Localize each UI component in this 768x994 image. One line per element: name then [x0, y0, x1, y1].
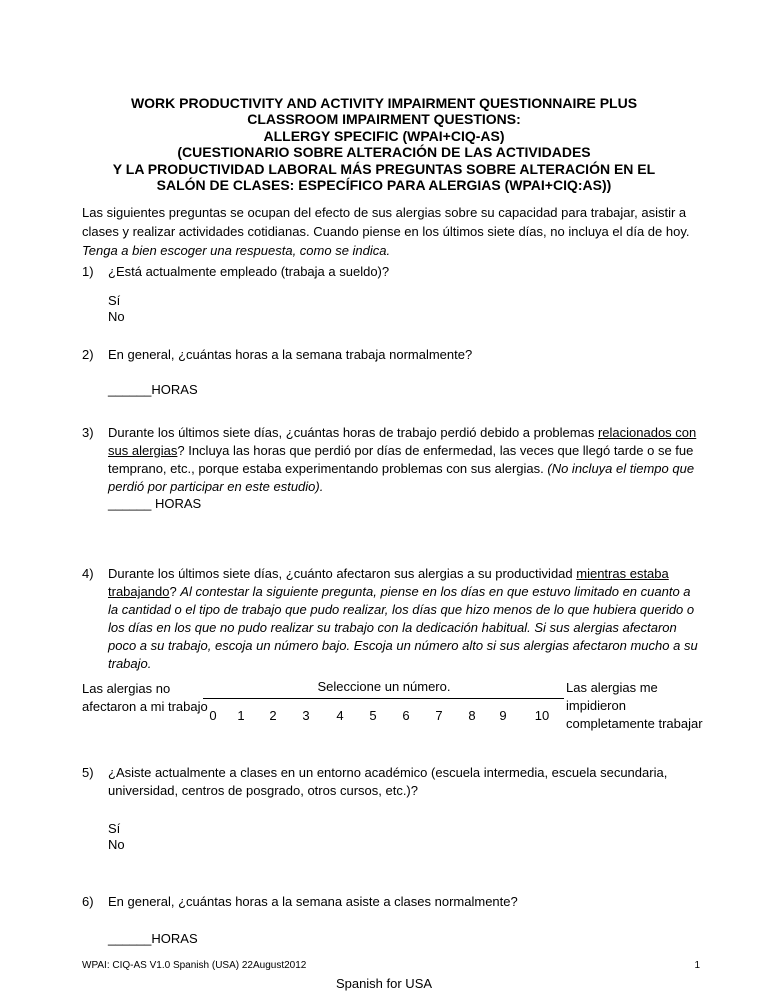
scale-option-2[interactable]: 2: [269, 708, 277, 723]
title-line: (CUESTIONARIO SOBRE ALTERACIÓN DE LAS ACTIVIDADES: [177, 144, 591, 161]
scale-left-label: [82, 680, 208, 716]
intro-instruction: Tenga a bien escoger una respuesta, como se indica.: [82, 243, 391, 258]
scale-option-1[interactable]: 1: [237, 708, 245, 723]
question-5: [82, 764, 702, 800]
hours-answer-field[interactable]: ______HORAS: [108, 931, 198, 946]
question-1: [82, 263, 702, 281]
question-number: 4): [82, 566, 94, 581]
hours-answer-field[interactable]: ______ HORAS: [108, 496, 202, 511]
question-3: [82, 424, 702, 496]
text: ? Incluya las horas que perdió por días de enfermedad, las veces que llegó tarde o se fue temprano, etc., porque estaba experimentando problemas con sus alergias.: [108, 443, 694, 476]
question-text: En general, ¿cuántas horas a la semana asiste a clases normalmente?: [108, 894, 518, 909]
scale-option-3[interactable]: 3: [302, 708, 310, 723]
question-text: En general, ¿cuántas horas a la semana trabaja normalmente?: [108, 347, 473, 362]
scale-option-7[interactable]: 7: [435, 708, 443, 723]
footer-version: WPAI: CIQ-AS V1.0 Spanish (USA) 22August2012: [82, 960, 307, 971]
label-line: Las alergias no: [82, 681, 171, 696]
document-title: [60, 95, 708, 193]
intro-text: Las siguientes preguntas se ocupan del efecto de sus alergias sobre su capacidad para trabajar, asistir a clases y realizar actividades cotidianas. Cuando piense en los últimos siete días, no incluya el día de hoy.: [82, 205, 690, 239]
italic-note: (No incluya el tiempo que perdió por participar en este estudio).: [108, 461, 695, 494]
text: Durante los últimos siete días, ¿cuánto afectaron sus alergias a su productividad: [108, 566, 577, 581]
label-line: Las alergias me: [566, 680, 658, 695]
option-no[interactable]: No: [108, 309, 125, 324]
label-line: completamente trabajar: [566, 716, 703, 731]
question-4: [82, 565, 702, 673]
label-line: impidieron: [566, 698, 626, 713]
label-line: afectaron a mi trabajo: [82, 699, 208, 714]
title-line: SALÓN DE CLASES: ESPECÍFICO PARA ALERGIAS (WPAI+CIQ:AS)): [156, 177, 612, 194]
q1-options: [108, 293, 125, 325]
scale-option-4[interactable]: 4: [336, 708, 344, 723]
select-prompt: Seleccione un número.: [317, 679, 451, 694]
scale-right-label: [566, 679, 703, 733]
option-yes[interactable]: Sí: [108, 293, 121, 308]
title-line: Y LA PRODUCTIVIDAD LABORAL MÁS PREGUNTAS SOBRE ALTERACIÓN EN EL: [112, 160, 656, 177]
question-text: [108, 424, 702, 496]
scale-option-6[interactable]: 6: [402, 708, 410, 723]
question-text: [108, 565, 702, 673]
intro: [82, 203, 702, 260]
text: Durante los últimos siete días, ¿cuántas horas de trabajo perdió debido a problemas: [108, 425, 598, 440]
option-yes[interactable]: Sí: [108, 821, 121, 836]
scale-option-0[interactable]: 0: [209, 708, 217, 723]
title-line: WORK PRODUCTIVITY AND ACTIVITY IMPAIRMENT QUESTIONNAIRE PLUS: [130, 95, 638, 111]
underlined-text: relacionados con sus alergias: [108, 425, 697, 458]
footer-language: Spanish for USA: [335, 976, 433, 991]
text: ?: [169, 584, 181, 599]
page-number: 1: [694, 960, 700, 971]
scale-option-5[interactable]: 5: [369, 708, 377, 723]
hours-answer-field[interactable]: ______HORAS: [108, 382, 198, 397]
question-6: [82, 893, 702, 911]
scale-line: [203, 698, 564, 699]
underlined-text: mientras estaba trabajando: [108, 566, 669, 599]
title-line: CLASSROOM IMPAIRMENT QUESTIONS:: [247, 111, 521, 128]
question-number: 2): [82, 347, 94, 362]
q5-options: [108, 821, 125, 853]
scale-option-8[interactable]: 8: [468, 708, 476, 723]
scale-option-10[interactable]: 10: [534, 708, 550, 723]
question-text: ¿Está actualmente empleado (trabaja a sueldo)?: [108, 264, 390, 279]
title-line: ALLERGY SPECIFIC (WPAI+CIQ-AS): [263, 127, 505, 144]
scale-option-9[interactable]: 9: [499, 708, 507, 723]
question-text: ¿Asiste actualmente a clases en un entorno académico (escuela intermedia, escuela secundaria, universidad, centros de posgrado, otros cursos, etc.)?: [108, 765, 668, 798]
italic-instruction: Al contestar la siguiente pregunta, piense en los días en que estuvo limitado en cuanto a la cantidad o el tipo de trabajo que pudo realizar, los días que hizo menos de lo que hubiera querido o los días en los que no pudo realizar su trabajo con la dedicación habitual. Si sus alergias afectaron poco a su trabajo, escoja un número bajo. Escoja un número alto si sus alergias afectaron mucho a su trabajo.: [108, 584, 698, 671]
question-number: 1): [82, 264, 94, 279]
question-number: 6): [82, 894, 94, 909]
option-no[interactable]: No: [108, 837, 125, 852]
question-number: 3): [82, 425, 94, 440]
question-2: [82, 346, 702, 364]
question-number: 5): [82, 765, 94, 780]
